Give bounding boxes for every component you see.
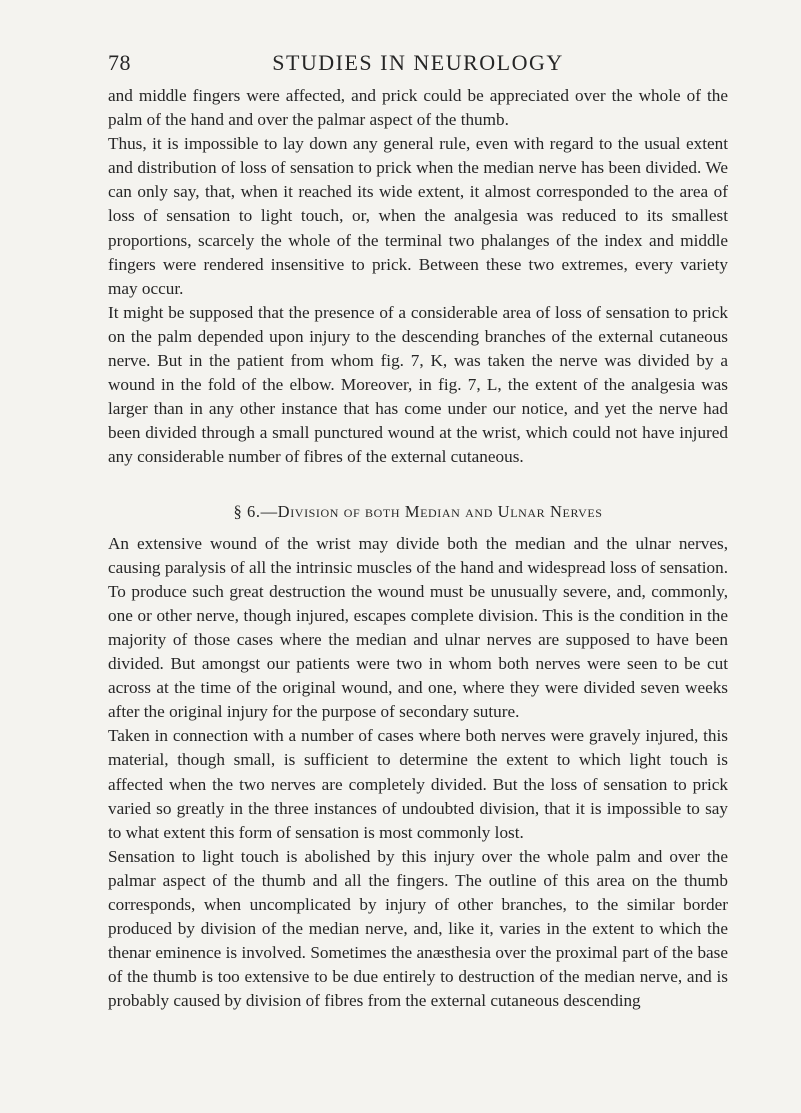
section-heading: § 6.—Division of both Median and Ulnar Nerves [233, 501, 603, 521]
body-text [108, 84, 728, 1013]
paragraph: Taken in connection with a number of cases where both nerves were gravely injured, this material, though small, is sufficient to determine the extent to which light touch is affected when the two nerves are completely divided. But the loss of sensation to prick varied so greatly in the three instances of undoubted division, that it is impossible to say to what extent this form of sensation is most commonly lost. [108, 726, 728, 842]
running-title: STUDIES IN NEUROLOGY [272, 50, 564, 75]
paragraph: and middle fingers were affected, and prick could be appreciated over the whole of the palm of the hand and over the palmar aspect of the thumb. [108, 86, 728, 130]
paragraph: An extensive wound of the wrist may divide both the median and the ulnar nerves, causing paralysis of all the intrinsic muscles of the hand and widespread loss of sensation. To produce such great destruction the wound must be unusually severe, and, commonly, one or other nerve, though injured, escapes complete division. This is the condition in the majority of those cases where the median and ulnar nerves are supposed to have been divided. But amongst our patients were two in whom both nerves were seen to be cut across at the time of the original wound, and one, where they were divided seven weeks after the original injury for the purpose of secondary suture. [108, 533, 728, 722]
paragraph: It might be supposed that the presence of a considerable area of loss of sensation to prick on the palm depended upon injury to the descending branches of the external cutaneous nerve. But in the patient from whom fig. 7, K, was taken the nerve was divided by a wound in the fold of the elbow. Moreover, in fig. 7, L, the extent of the analgesia was larger than in any other instance that has come under our notice, and yet the nerve had been divided through a small punctured wound at the wrist, which could not have injured any considerable number of fibres of the external cutaneous. [108, 302, 728, 467]
paragraph: Thus, it is impossible to lay down any general rule, even with regard to the usual extent and distribution of loss of sensation to prick when the median nerve has been divided. We can only say, that, when it reached its wide extent, it almost corresponded to the area of loss of sensation to light touch, or, when the analgesia was reduced to its smallest proportions, scarcely the whole of the terminal two phalanges of the index and middle fingers were rendered insensitive to prick. Between these two extremes, every variety may occur. [108, 134, 728, 298]
running-head [108, 50, 728, 82]
page-number: 78 [108, 50, 131, 75]
paragraph: Sensation to light touch is abolished by this injury over the whole palm and over the palmar aspect of the thumb and all the fingers. The outline of this area on the thumb corresponds, when uncomplicated by injury of other branches, to the similar border produced by division of the median nerve, and, like it, varies in the extent to which the thenar eminence is involved. Sometimes the anæsthesia over the proximal part of the base of the thumb is too extensive to be due entirely to destruction of the median nerve, and is probably caused by division of fibres from the external cutaneous descending [108, 846, 728, 1011]
